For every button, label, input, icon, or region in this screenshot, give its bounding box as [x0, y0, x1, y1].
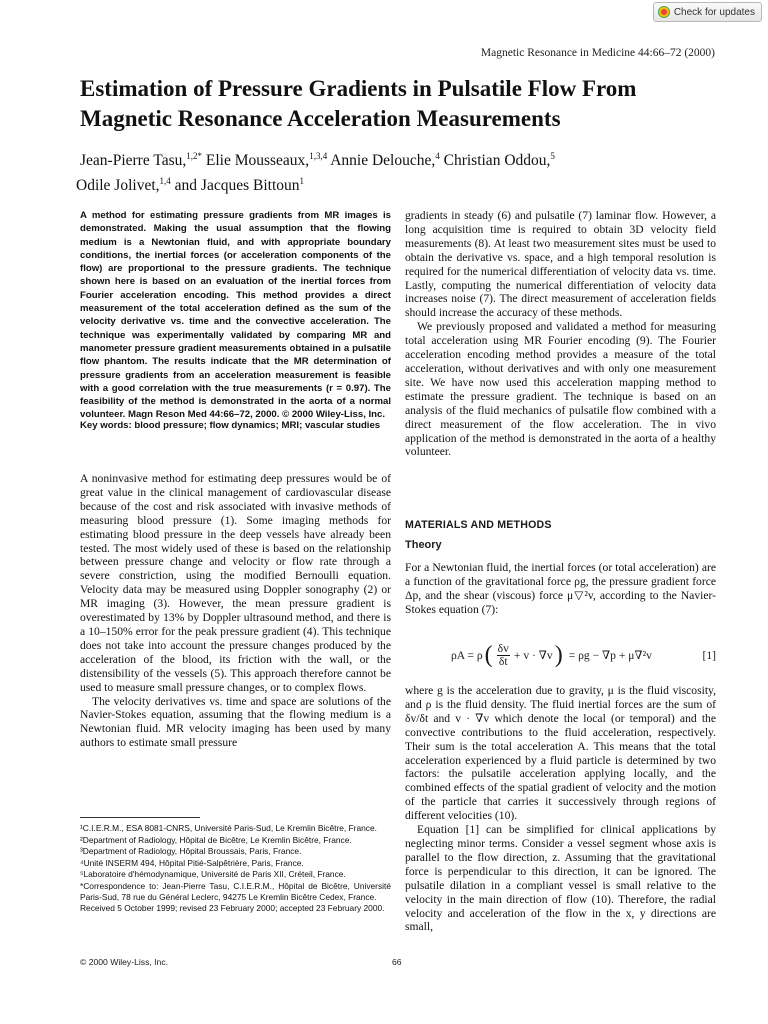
body-paragraph: where g is the acceleration due to gravity, μ is the fluid viscosity, and ρ is the fluid density. The fluid inertial forces are the sum of δv/δt and v · ∇v which denote the local (or temporal) and the convective contributions to the fluid acceleration, respectively. Their sum is the total acceleration A. This means that the total acceleration experienced by a fluid particle is determined by two factors: the pulsatile acceleration applying locally, and the combined effects of the spatial gradient of velocity and the motion of the particle that carries it successively through regions of different velocities (10).: [405, 684, 716, 823]
abstract: A method for estimating pressure gradients from MR images is demonstrated. Making the usual assumption that the flowing medium is a Newtonian fluid, and with appropriate boundary conditions, the inertial forces (or acceleration components of the flow) are proportional to the pressure gradients. The technique shown here is based on an evaluation of the inertial forces from Fourier acceleration encoding. This method provides a direct measurement of the total acceleration defined as the sum of the velocity derivative vs. time and the convective acceleration. The technique was experimentally validated by comparing MR and manometer pressure gradient measurements obtained in a pulsatile flow phantom. The results indicate that the MR determination of pressure gradients from an acceleration measurement is feasible with a good correlation with the true measurements (r = 0.97). The feasibility of the method is demonstrated in the aorta of a normal volunteer. Magn Reson Med 44:66–72, 2000. © 2000 Wiley-Liss, Inc.: [80, 210, 391, 421]
check-for-updates-label: Check for updates: [673, 6, 755, 18]
right-column-intro: [405, 209, 716, 459]
fraction-denominator: δt: [498, 654, 508, 668]
page-number: 66: [392, 957, 402, 967]
check-for-updates-button[interactable]: [653, 2, 762, 22]
crossmark-icon: [658, 6, 670, 18]
equation-convective-term: + v · ∇v: [513, 649, 553, 662]
author-name: Jean-Pierre Tasu,: [80, 152, 187, 170]
author-affiliation: 1,3,4: [309, 151, 328, 161]
footnote-divider: [80, 817, 200, 818]
author-affiliation: 1,2*: [186, 151, 202, 161]
author-name: and Jacques Bittoun: [170, 177, 300, 195]
equation-fraction: [497, 643, 510, 668]
footnote: ⁵Laboratoire d'hémodynamique, Université de Paris XII, Créteil, France.: [80, 869, 346, 880]
author-affiliation: 1,4: [159, 176, 171, 187]
theory-intro: [405, 561, 716, 617]
equation-lhs: ρA = ρ: [451, 648, 483, 662]
body-paragraph: We previously proposed and validated a method for measuring total acceleration using MR Fourier encoding (9). The Fourier acceleration encoding method provides a measure of the total acceleration, without derivatives and with only one measurement site. We have now used this acceleration mapping method to estimate the pressure gradient. The technique is based on an analysis of the fluid mechanics of pulsatile flow combined with a direct measurement of the flow acceleration. The in vivo application of the method is demonstrated in the aorta of a healthy volunteer.: [405, 320, 716, 459]
body-paragraph: For a Newtonian fluid, the inertial forces (or total acceleration) are a function of the gravitational force ρg, the pressure gradient force Δp, and the shear (viscous) force μ▽²v, according to the Navier-Stokes equation (7):: [405, 561, 716, 616]
author-list: [76, 146, 720, 196]
author-name: Annie Delouche,: [327, 152, 436, 170]
fraction-numerator: δv: [497, 641, 509, 655]
right-column-body: [405, 684, 716, 934]
author-name: Elie Mousseaux,: [201, 152, 310, 170]
left-column-body: [80, 472, 391, 750]
body-paragraph: gradients in steady (6) and pulsatile (7) laminar flow. However, a long acquisition time is required to obtain 3D velocity field measurements (8). At least two measurement sites must be used to obtain the derivative vs. space, and a high temporal resolution is required for the numerical differentiation of velocity data vs. time. Lastly, computing the numerical differentiation of velocity data increases noise (7). The direct measurement of acceleration fields should increase the accuracy of these methods.: [405, 209, 716, 320]
section-heading: MATERIALS AND METHODS: [405, 519, 552, 531]
footnote: ⁴Unité INSERM 494, Hôpital Pitié-Salpêtrière, Paris, France.: [80, 857, 304, 868]
footnote: Received 5 October 1999; revised 23 February 2000; accepted 23 February 2000.: [80, 903, 385, 914]
left-paren: (: [484, 642, 493, 668]
body-paragraph: A noninvasive method for estimating deep pressures would be of great value in the clinical management of cardiovascular disease because of the cost and risk associated with invasive methods of measuring blood pressure (1). Some imaging methods for estimating blood pressure in the deep vessels have already been tested. The most widely used of these is based on the relationship between pressure change and velocity or flow rate through a severe constriction, using the modified Bernoulli equation. Velocity data may be measured using Doppler sonography (2) or MR imaging (3). However, the mean pressure gradient is overestimated by 13% by Doppler ultrasound method, and there is a 10–150% error for the peak pressure gradient (4). This technique does not take into account the pressure changes produced by the acceleration of the blood, its friction with the wall, or the distensibility of the vessels (5). This approach therefore cannot be used to measure small pressure changes, or to complex flows.: [80, 472, 391, 694]
footnote: ²Department of Radiology, Hôpital de Bicêtre, Le Kremlin Bicêtre, France.: [80, 834, 352, 845]
running-head: Magnetic Resonance in Medicine 44:66–72 (2000): [480, 47, 715, 59]
subsection-heading: Theory: [405, 539, 442, 551]
equation-rhs: = ρg − ∇p + μ∇²v: [568, 649, 652, 662]
body-paragraph: Equation [1] can be simplified for clinical applications by neglecting minor terms. Consider a vessel segment whose axis is parallel to the flow direction, z. Assuming that the gravitational force is perpendicular to this direction, it can be ignored. The pulsatile dilation in a compliant vessel is small relative to the velocity in the main direction of flow (10). Therefore, the radial velocity and acceleration of the flow in the x, y directions are small,: [405, 823, 716, 934]
author-name: Odile Jolivet,: [76, 177, 160, 195]
footnote: ³Department of Radiology, Hôpital Broussais, Paris, France.: [80, 846, 302, 857]
author-name: Christian Oddou,: [439, 152, 551, 170]
footnotes: [80, 823, 391, 915]
body-paragraph: The velocity derivatives vs. time and space are solutions of the Navier-Stokes equation, assuming that the flowing medium is a Newtonian fluid. MR velocity imaging has been used by many authors to estimate small pressure: [80, 694, 391, 750]
copyright-notice: © 2000 Wiley-Liss, Inc.: [80, 957, 169, 967]
article-title: Estimation of Pressure Gradients in Pulsatile Flow From Magnetic Resonance Acceleration Measurements: [80, 76, 637, 131]
keywords: Key words: blood pressure; flow dynamics; MRI; vascular studies: [80, 420, 381, 431]
right-paren: ): [554, 642, 563, 668]
author-affiliation: 1: [299, 176, 304, 187]
author-affiliation: 4: [435, 151, 440, 161]
author-affiliation: 5: [550, 151, 555, 161]
equation-number: [1]: [702, 648, 716, 662]
navier-stokes-equation: [405, 636, 716, 674]
footnote: ¹C.I.E.R.M., ESA 8081-CNRS, Université Paris-Sud, Le Kremlin Bicêtre, France.: [80, 823, 377, 833]
footnote: *Correspondence to: Jean-Pierre Tasu, C.I.E.R.M., Hôpital de Bicêtre, Université Paris-Sud, 78 rue du Général Leclerc, 94275 Le Kremlin Bicêtre Cedex, France.: [80, 880, 391, 902]
